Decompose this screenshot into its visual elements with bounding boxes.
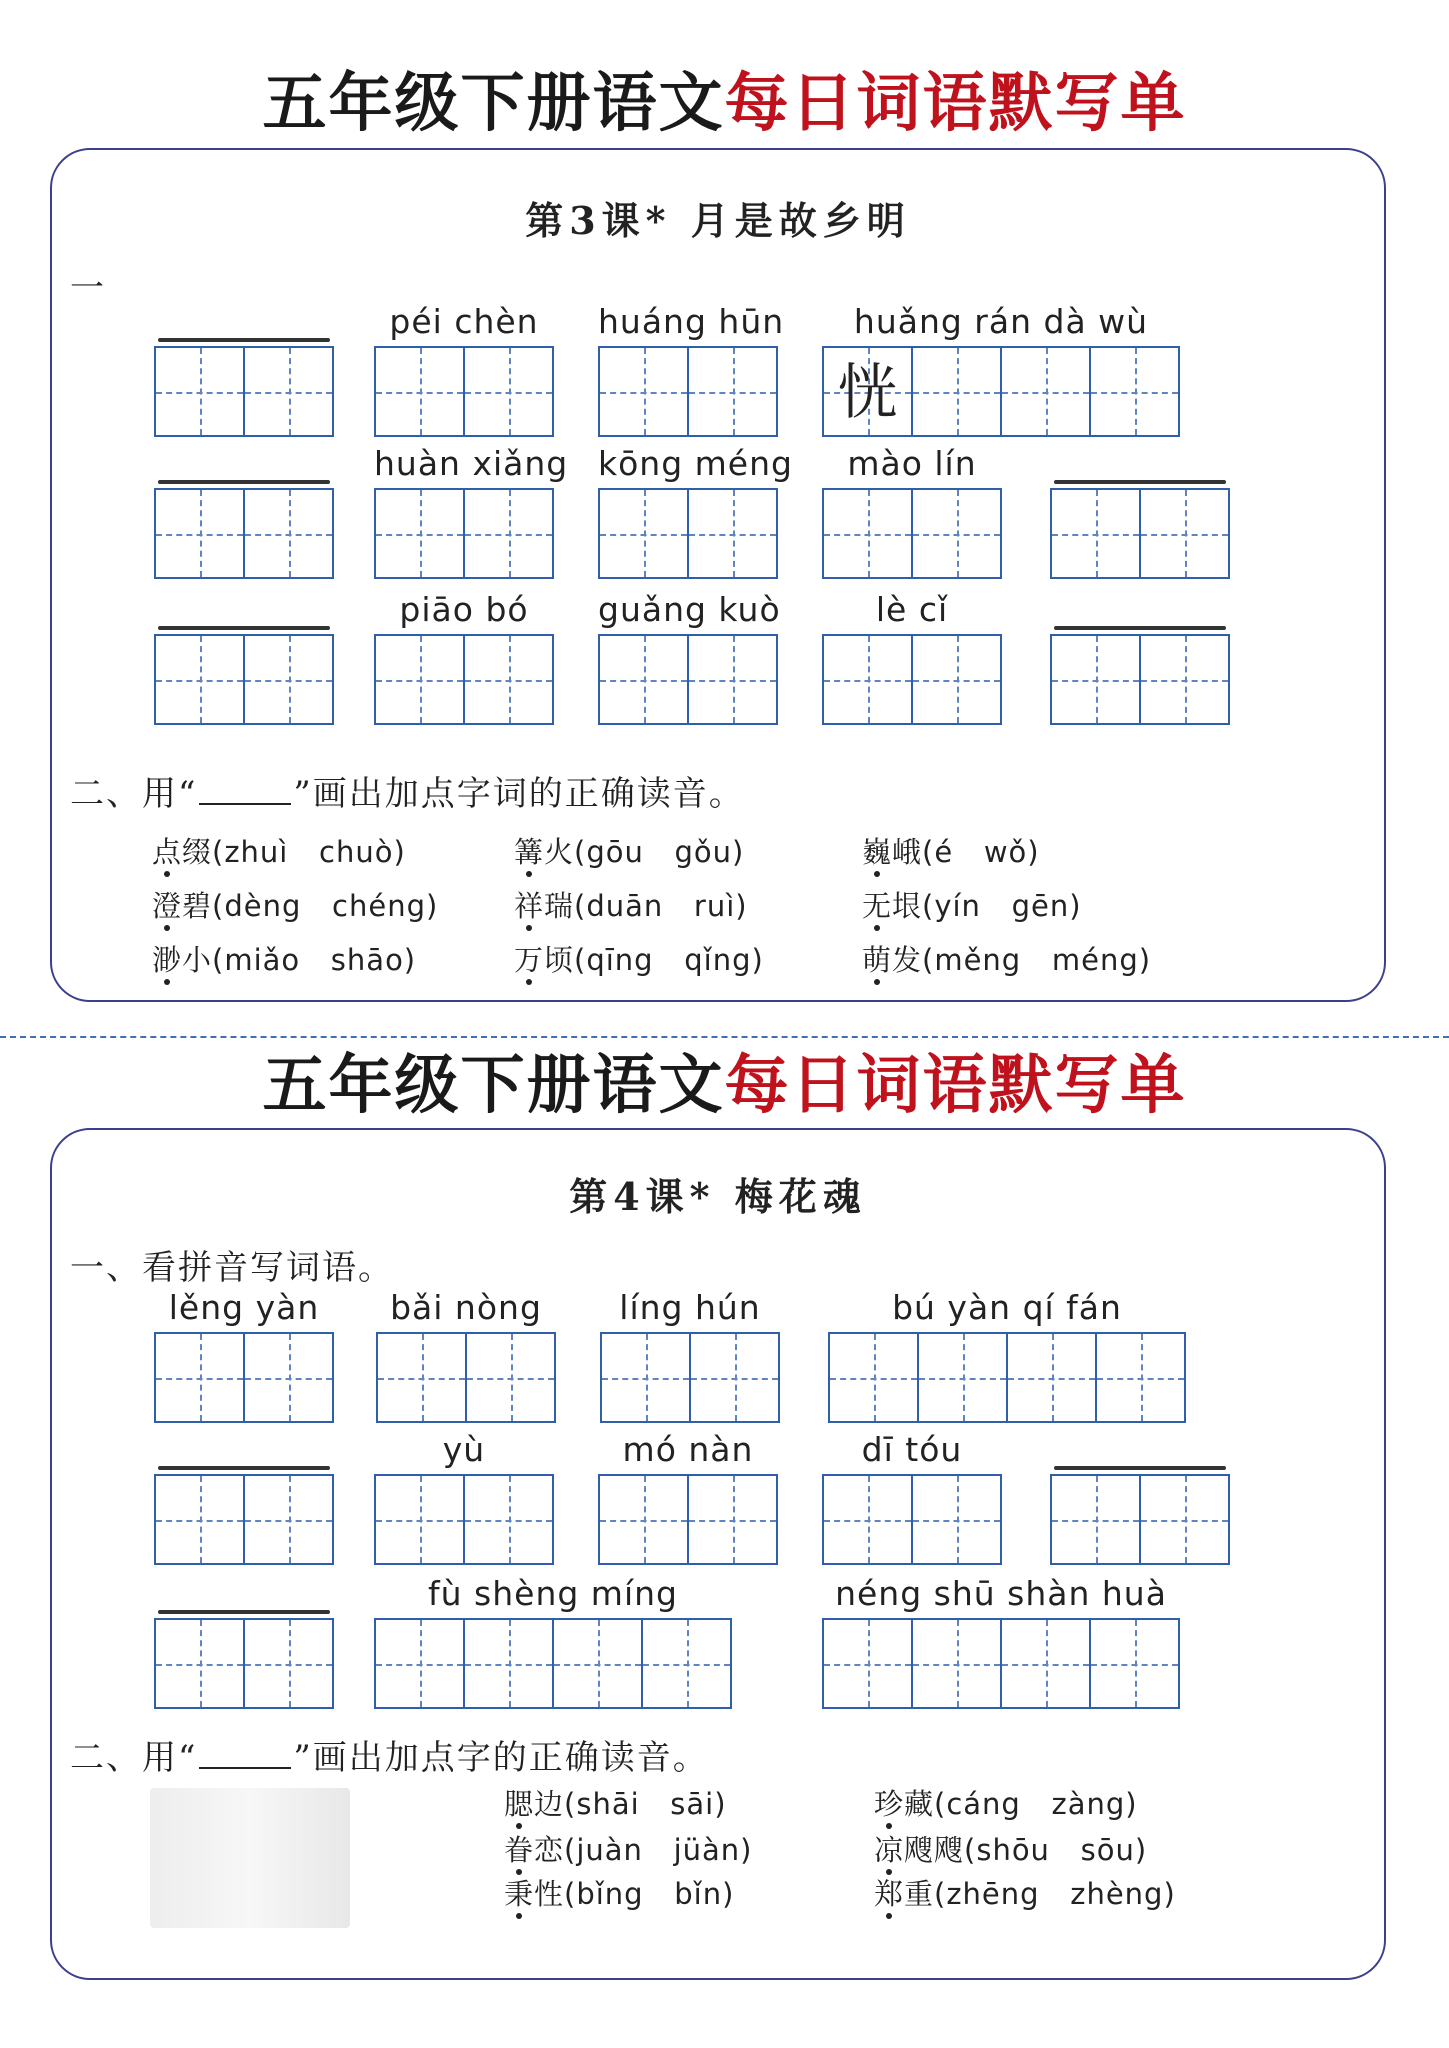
word-entry [1050, 1430, 1230, 1565]
writing-box[interactable] [243, 1332, 334, 1423]
choice-word: 秉性 [504, 1877, 565, 1911]
choice-options: (bǐng bǐn) [564, 1877, 735, 1911]
guide-line [957, 1620, 959, 1707]
word-entry [154, 1574, 334, 1709]
obscured-pinyin [1054, 1466, 1226, 1470]
word-entry [154, 1288, 334, 1423]
word-entry [154, 1430, 334, 1565]
pinyin-label: mào lín [847, 444, 977, 483]
pinyin-label: lěng yàn [168, 1288, 320, 1327]
guide-line [1135, 1620, 1137, 1707]
choice-word: 巍峨 [862, 835, 923, 869]
choice-word-wrap [874, 1877, 934, 1911]
sheet2-title [0, 1048, 1449, 1123]
choice-word: 篝火 [514, 835, 575, 869]
reading-choice[interactable] [874, 1782, 1138, 1823]
choice-word: 无垠 [862, 889, 923, 923]
obscured-pinyin [158, 626, 330, 630]
obscured-pinyin [158, 1466, 330, 1470]
word-entry [374, 1574, 732, 1709]
reading-choice[interactable] [514, 830, 744, 871]
writing-boxes [374, 488, 552, 579]
sheet1-title [0, 66, 1449, 141]
guide-line [200, 1476, 202, 1563]
guide-line [868, 1620, 870, 1707]
sheet2-title-red: 每日词语默写单 [724, 1048, 1187, 1123]
guide-line [874, 1334, 876, 1421]
choice-word: 眷恋 [504, 1833, 565, 1867]
writing-box[interactable] [598, 346, 689, 437]
writing-box[interactable] [917, 1332, 1008, 1423]
writing-boxes [822, 634, 1000, 725]
guide-line [1046, 1620, 1048, 1707]
reading-choice[interactable] [504, 1828, 752, 1869]
writing-box[interactable] [154, 634, 245, 725]
choice-word-wrap [504, 1877, 564, 1911]
word-entry [376, 1288, 556, 1423]
choice-word-wrap [504, 1787, 564, 1821]
choice-options: (shōu sōu) [964, 1833, 1148, 1867]
writing-box[interactable] [687, 1474, 778, 1565]
writing-box[interactable] [154, 346, 245, 437]
guide-line [1046, 348, 1048, 435]
writing-boxes [598, 346, 776, 437]
word-entry [822, 302, 1180, 437]
guide-line [1052, 1334, 1054, 1421]
guide-line [868, 1476, 870, 1563]
pinyin-label: dī tóu [861, 1430, 963, 1469]
choice-word: 祥瑞 [514, 889, 575, 923]
word-entry [154, 444, 334, 579]
emphasis-dot [164, 871, 170, 877]
emphasis-dot [526, 979, 532, 985]
pinyin-label: bú yàn qí fán [892, 1288, 1122, 1327]
word-entry [828, 1288, 1186, 1423]
guide-line [200, 348, 202, 435]
choice-options: (yín gēn) [922, 889, 1082, 923]
emphasis-dot [526, 871, 532, 877]
writing-box[interactable] [822, 488, 913, 579]
writing-box[interactable] [374, 634, 465, 725]
choice-options: (měng méng) [922, 943, 1152, 977]
writing-box[interactable] [374, 1618, 465, 1709]
reading-choice[interactable] [152, 938, 416, 979]
guide-line [289, 1620, 291, 1707]
pinyin-label: bǎi nòng [390, 1288, 542, 1327]
obscured-pinyin [158, 480, 330, 484]
guide-line [509, 1620, 511, 1707]
writing-box[interactable] [822, 346, 913, 437]
pinyin-label: péi chèn [389, 302, 539, 341]
pinyin-label: huàn xiǎng [374, 444, 569, 483]
guide-line [509, 1476, 511, 1563]
reading-choice[interactable] [152, 830, 406, 871]
writing-boxes [376, 1332, 554, 1423]
writing-box[interactable] [1139, 634, 1230, 725]
writing-box[interactable] [600, 1332, 691, 1423]
choice-word: 凉飕飕 [874, 1833, 965, 1867]
writing-boxes [1050, 634, 1228, 725]
guide-line [733, 636, 735, 723]
guide-line [420, 636, 422, 723]
obscured-pinyin [1054, 480, 1226, 484]
guide-line [957, 636, 959, 723]
writing-box[interactable] [374, 488, 465, 579]
sheet2-section1-label: 一、看拼音写词语。 [70, 1248, 394, 1288]
choice-word-wrap [862, 889, 922, 923]
word-entry [822, 1574, 1180, 1709]
cut-line [0, 1036, 1449, 1038]
writing-box[interactable] [1095, 1332, 1186, 1423]
choice-word-wrap [504, 1833, 564, 1867]
reading-choice[interactable] [862, 830, 1040, 871]
reading-choice[interactable] [874, 1828, 1147, 1869]
choice-word-wrap [862, 835, 922, 869]
emphasis-dot [516, 1913, 522, 1919]
word-entry [374, 1430, 554, 1565]
pinyin-label [154, 590, 334, 630]
writing-boxes [598, 634, 776, 725]
guide-line [644, 348, 646, 435]
writing-boxes [822, 1618, 1178, 1709]
pinyin-label [154, 1430, 334, 1470]
choice-word: 点缀 [152, 835, 213, 869]
writing-box[interactable] [828, 1332, 919, 1423]
choice-options: (gōu gǒu) [574, 835, 745, 869]
word-entry [600, 1288, 780, 1423]
writing-box[interactable] [154, 1474, 245, 1565]
guide-line [598, 1620, 600, 1707]
guide-line [422, 1334, 424, 1421]
guide-line [644, 1476, 646, 1563]
guide-line [1185, 490, 1187, 577]
guide-line [1185, 636, 1187, 723]
writing-box[interactable] [243, 1474, 334, 1565]
guide-line [289, 1476, 291, 1563]
pinyin-label: huǎng rán dà wù [853, 302, 1149, 341]
reading-choice[interactable] [874, 1872, 1176, 1913]
handwritten-char: 恍 [837, 358, 898, 428]
writing-box[interactable] [911, 346, 1002, 437]
guide-line [644, 490, 646, 577]
writing-boxes [154, 634, 332, 725]
guide-line [509, 490, 511, 577]
pinyin-label: piāo bó [399, 590, 529, 629]
writing-box[interactable] [598, 488, 689, 579]
underline-sample [199, 781, 291, 805]
sheet2-panel [50, 1128, 1386, 1980]
writing-boxes [822, 488, 1000, 579]
reading-choice[interactable] [514, 938, 764, 979]
guide-line [289, 490, 291, 577]
writing-boxes [822, 1474, 1000, 1565]
choice-options: (shāi sāi) [564, 1787, 727, 1821]
writing-box[interactable] [911, 1618, 1002, 1709]
choice-options: (qīng qǐng) [574, 943, 764, 977]
choice-word: 渺小 [152, 943, 213, 977]
choice-word: 澄碧 [152, 889, 213, 923]
guide-line [420, 490, 422, 577]
guide-line [509, 348, 511, 435]
writing-box[interactable] [1050, 634, 1141, 725]
choice-options: (miǎo shāo) [212, 943, 417, 977]
writing-box[interactable] [374, 1474, 465, 1565]
word-entry [598, 590, 781, 725]
reading-choice[interactable] [514, 884, 748, 925]
guide-line [200, 636, 202, 723]
writing-boxes [154, 1474, 332, 1565]
guide-line [420, 1620, 422, 1707]
sheet1-title-red: 每日词语默写单 [724, 66, 1187, 141]
guide-line [735, 1334, 737, 1421]
emphasis-dot [886, 1913, 892, 1919]
writing-box[interactable] [1050, 1474, 1141, 1565]
guide-line [957, 348, 959, 435]
choice-word-wrap [152, 835, 212, 869]
writing-boxes [374, 1618, 730, 1709]
pinyin-label [154, 444, 334, 484]
guide-line [1096, 1476, 1098, 1563]
writing-box[interactable] [154, 1332, 245, 1423]
reading-choice[interactable] [504, 1782, 727, 1823]
writing-box[interactable] [463, 346, 554, 437]
word-entry [154, 590, 334, 725]
writing-boxes [374, 1474, 552, 1565]
obscured-region [150, 1788, 350, 1928]
writing-boxes [598, 488, 776, 579]
sheet2-lesson-title: 第4课* 梅花魂 [569, 1174, 867, 1219]
writing-box[interactable] [911, 1474, 1002, 1565]
writing-boxes [154, 346, 332, 437]
writing-box[interactable] [687, 634, 778, 725]
writing-box[interactable] [598, 634, 689, 725]
writing-box[interactable] [463, 1618, 554, 1709]
writing-box[interactable] [376, 1332, 467, 1423]
reading-choice[interactable] [862, 884, 1082, 925]
writing-box[interactable] [374, 346, 465, 437]
guide-line [1185, 1476, 1187, 1563]
guide-line [289, 1334, 291, 1421]
writing-box[interactable] [1139, 1474, 1230, 1565]
choice-word: 腮边 [504, 1787, 565, 1821]
writing-box[interactable] [822, 1474, 913, 1565]
choice-word: 万顷 [514, 943, 575, 977]
obscured-pinyin [1054, 626, 1226, 630]
writing-box[interactable] [552, 1618, 643, 1709]
choice-options: (dèng chéng) [212, 889, 439, 923]
writing-box[interactable] [598, 1474, 689, 1565]
pinyin-label: mó nàn [622, 1430, 754, 1469]
guide-line [289, 348, 291, 435]
guide-line [200, 490, 202, 577]
guide-line [289, 636, 291, 723]
writing-box[interactable] [463, 488, 554, 579]
writing-box[interactable] [1000, 1618, 1091, 1709]
word-entry [822, 444, 1002, 579]
writing-box[interactable] [243, 634, 334, 725]
sheet1-section2-head: 二、用“ ”画出加点字词的正确读音。 [70, 774, 745, 814]
emphasis-dot [164, 979, 170, 985]
writing-box[interactable] [1139, 488, 1230, 579]
choice-word-wrap [514, 835, 574, 869]
writing-box[interactable] [911, 634, 1002, 725]
choice-word-wrap [874, 1787, 934, 1821]
guide-line [644, 636, 646, 723]
pinyin-label: fù shèng míng [428, 1574, 678, 1613]
word-entry [1050, 590, 1230, 725]
writing-box[interactable] [687, 488, 778, 579]
guide-line [1135, 348, 1137, 435]
sheet2-title-main: 五年级下册语文 [262, 1048, 725, 1123]
guide-line [1096, 490, 1098, 577]
guide-line [200, 1334, 202, 1421]
writing-box[interactable] [465, 1332, 556, 1423]
emphasis-dot [874, 871, 880, 877]
writing-boxes [154, 1332, 332, 1423]
guide-line [1141, 1334, 1143, 1421]
pinyin-label: líng hún [619, 1288, 761, 1327]
pinyin-label [154, 1574, 334, 1614]
sheet1-panel [50, 148, 1386, 1002]
guide-line [868, 636, 870, 723]
guide-line [511, 1334, 513, 1421]
choice-options: (é wǒ) [922, 835, 1040, 869]
writing-box[interactable] [689, 1332, 780, 1423]
sheet1-section1-label: 一 [70, 268, 106, 308]
emphasis-dot [874, 925, 880, 931]
writing-box[interactable] [154, 1618, 245, 1709]
word-entry [822, 590, 1002, 725]
writing-box[interactable] [154, 488, 245, 579]
writing-box[interactable] [911, 488, 1002, 579]
writing-boxes [1050, 1474, 1228, 1565]
underline-sample [199, 1745, 291, 1769]
word-entry [822, 1430, 1002, 1565]
reading-choice[interactable] [862, 938, 1151, 979]
sheet2-section2-head: 二、用“ ”画出加点字的正确读音。 [70, 1738, 709, 1778]
writing-boxes [1050, 488, 1228, 579]
writing-box[interactable] [1000, 346, 1091, 437]
reading-choice[interactable] [152, 884, 438, 925]
writing-boxes [374, 634, 552, 725]
guide-line [420, 348, 422, 435]
writing-box[interactable] [1089, 346, 1180, 437]
writing-box[interactable] [463, 634, 554, 725]
guide-line [957, 490, 959, 577]
sheet1-lesson-title: 第3课* 月是故乡明 [525, 198, 911, 243]
writing-boxes [600, 1332, 778, 1423]
choice-options: (duān ruì) [574, 889, 748, 923]
choice-word: 郑重 [874, 1877, 935, 1911]
word-entry [374, 302, 554, 437]
writing-box[interactable] [243, 488, 334, 579]
word-entry [1050, 444, 1230, 579]
choice-options: (zhēng zhèng) [934, 1877, 1176, 1911]
writing-box[interactable] [1006, 1332, 1097, 1423]
word-entry [598, 302, 785, 437]
writing-box[interactable] [687, 346, 778, 437]
choice-word-wrap [514, 889, 574, 923]
emphasis-dot [526, 925, 532, 931]
writing-boxes [828, 1332, 1184, 1423]
choice-word: 珍藏 [874, 1787, 935, 1821]
writing-box[interactable] [641, 1618, 732, 1709]
choice-options: (juàn jüàn) [564, 1833, 753, 1867]
pinyin-label: guǎng kuò [598, 590, 781, 629]
writing-box[interactable] [243, 346, 334, 437]
reading-choice[interactable] [504, 1872, 734, 1913]
writing-boxes [374, 346, 552, 437]
writing-box[interactable] [1089, 1618, 1180, 1709]
choice-options: (cáng zàng) [934, 1787, 1138, 1821]
guide-line [1096, 636, 1098, 723]
pinyin-label: lè cǐ [875, 590, 949, 629]
pinyin-label [154, 302, 334, 342]
pinyin-label: kōng méng [598, 444, 793, 483]
guide-line [957, 1476, 959, 1563]
pinyin-label: néng shū shàn huà [835, 1574, 1167, 1613]
obscured-pinyin [158, 1610, 330, 1614]
pinyin-label: yù [442, 1430, 486, 1469]
word-entry [374, 444, 569, 579]
obscured-pinyin [158, 338, 330, 342]
guide-line [733, 348, 735, 435]
writing-boxes [154, 1618, 332, 1709]
choice-word: 萌发 [862, 943, 923, 977]
word-entry [598, 444, 793, 579]
guide-line [420, 1476, 422, 1563]
writing-boxes [154, 488, 332, 579]
writing-box[interactable] [822, 634, 913, 725]
guide-line [509, 636, 511, 723]
emphasis-dot [164, 925, 170, 931]
choice-options: (zhuì chuò) [212, 835, 406, 869]
guide-line [733, 1476, 735, 1563]
guide-line [200, 1620, 202, 1707]
pinyin-label [1050, 590, 1230, 630]
guide-line [868, 490, 870, 577]
choice-word-wrap [152, 943, 212, 977]
word-entry [374, 590, 554, 725]
sheet1-title-main: 五年级下册语文 [262, 66, 725, 141]
writing-box[interactable] [243, 1618, 334, 1709]
word-entry [154, 302, 334, 437]
choice-word-wrap [874, 1833, 964, 1867]
choice-word-wrap [862, 943, 922, 977]
writing-boxes [822, 346, 1178, 437]
choice-word-wrap [514, 943, 574, 977]
writing-boxes [598, 1474, 776, 1565]
writing-box[interactable] [1050, 488, 1141, 579]
guide-line [687, 1620, 689, 1707]
pinyin-label [1050, 1430, 1230, 1470]
writing-box[interactable] [822, 1618, 913, 1709]
emphasis-dot [874, 979, 880, 985]
guide-line [963, 1334, 965, 1421]
word-entry [598, 1430, 778, 1565]
guide-line [733, 490, 735, 577]
writing-box[interactable] [463, 1474, 554, 1565]
guide-line [646, 1334, 648, 1421]
choice-word-wrap [152, 889, 212, 923]
pinyin-label [1050, 444, 1230, 484]
pinyin-label: huáng hūn [598, 302, 785, 341]
